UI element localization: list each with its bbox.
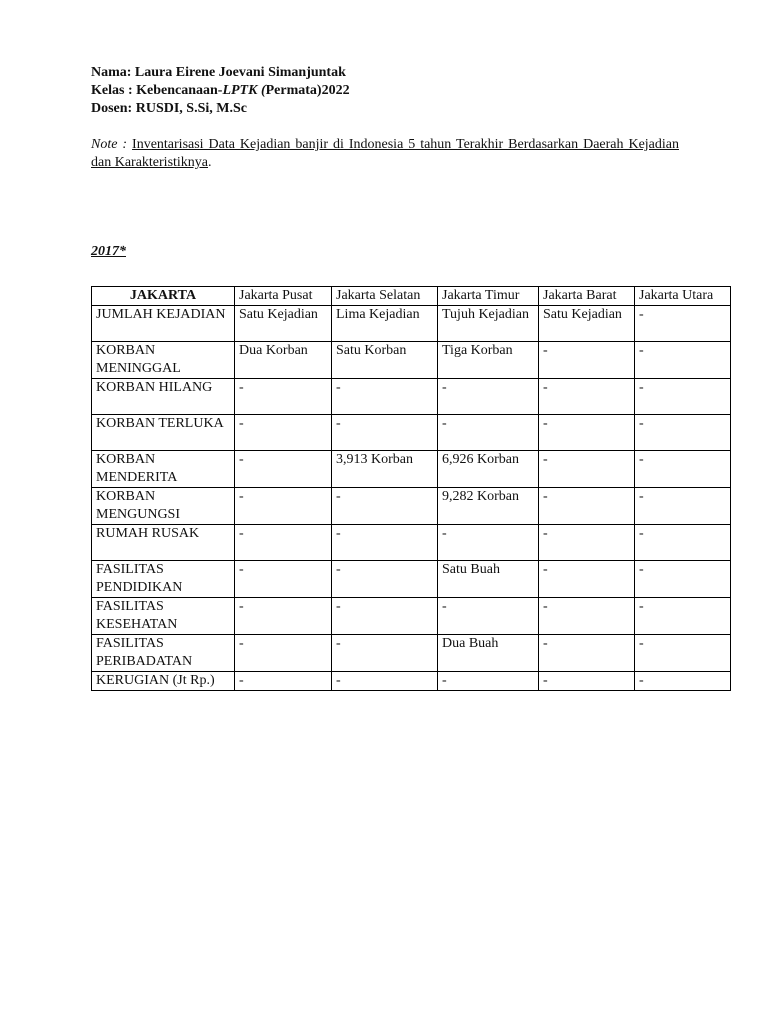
table-cell: - — [539, 598, 635, 635]
table-cell: - — [539, 415, 635, 451]
table-cell: - — [332, 488, 438, 525]
table-row — [92, 379, 731, 415]
table-cell: - — [635, 525, 731, 561]
table-row — [92, 598, 731, 635]
table-cell: - — [539, 672, 635, 691]
table-cell: Satu Buah — [438, 561, 539, 598]
table-row — [92, 561, 731, 598]
table-cell: - — [635, 635, 731, 672]
table-row — [92, 451, 731, 488]
table-cell: - — [438, 379, 539, 415]
table-cell: - — [635, 561, 731, 598]
note-trail: . — [208, 155, 212, 170]
note-text: Inventarisasi Data Kejadian banjir di Indonesia 5 tahun Terakhir Berdasarkan Daerah Kejadian dan Karakteristiknya — [91, 137, 679, 170]
class-line — [91, 82, 350, 100]
table-cell: - — [635, 672, 731, 691]
row-label: KORBAN HILANG — [92, 379, 235, 415]
table-cell: - — [438, 672, 539, 691]
table-cell: - — [332, 635, 438, 672]
table-cell: - — [332, 415, 438, 451]
table-row — [92, 415, 731, 451]
student-name: Nama: Laura Eirene Joevani Simanjuntak — [91, 65, 346, 80]
table-cell: - — [635, 379, 731, 415]
table-cell: - — [235, 598, 332, 635]
table-cell: - — [635, 488, 731, 525]
table-cell: Satu Korban — [332, 342, 438, 379]
table-cell: 3,913 Korban — [332, 451, 438, 488]
row-label: RUMAH RUSAK — [92, 525, 235, 561]
table-row — [92, 342, 731, 379]
flood-data-table — [91, 286, 731, 691]
row-label: KERUGIAN (Jt Rp.) — [92, 672, 235, 691]
table-row — [92, 525, 731, 561]
row-label: KORBAN TERLUKA — [92, 415, 235, 451]
table-cell: - — [539, 379, 635, 415]
table-cell: - — [539, 635, 635, 672]
table-cell: Lima Kejadian — [332, 306, 438, 342]
row-label: FASILITAS PERIBADATAN — [92, 635, 235, 672]
row-label: KORBAN MENDERITA — [92, 451, 235, 488]
table-cell: - — [235, 525, 332, 561]
table-cell: Tiga Korban — [438, 342, 539, 379]
table-cell: Satu Kejadian — [539, 306, 635, 342]
table-header-row — [92, 287, 731, 306]
table-cell: - — [235, 561, 332, 598]
table-cell: - — [235, 488, 332, 525]
table-cell: - — [635, 451, 731, 488]
table-cell: - — [438, 598, 539, 635]
table-cell: Dua Korban — [235, 342, 332, 379]
student-header — [91, 64, 350, 118]
row-label: KORBAN MENGUNGSI — [92, 488, 235, 525]
table-cell: - — [332, 672, 438, 691]
row-label: KORBAN MENINGGAL — [92, 342, 235, 379]
table-cell: Satu Kejadian — [235, 306, 332, 342]
row-label: FASILITAS PENDIDIKAN — [92, 561, 235, 598]
table-cell: - — [539, 488, 635, 525]
lecturer-line: Dosen: RUSDI, S.Si, M.Sc — [91, 101, 247, 116]
table-cell: - — [332, 598, 438, 635]
table-header-cell: Jakarta Barat — [539, 287, 635, 306]
table-cell: 6,926 Korban — [438, 451, 539, 488]
table-row — [92, 635, 731, 672]
table-cell: Dua Buah — [438, 635, 539, 672]
table-cell: - — [438, 415, 539, 451]
table-cell: - — [539, 561, 635, 598]
table-cell: - — [635, 415, 731, 451]
table-row — [92, 488, 731, 525]
table-row — [92, 306, 731, 342]
table-header-cell: Jakarta Selatan — [332, 287, 438, 306]
table-header-region: JAKARTA — [92, 287, 235, 306]
table-cell: - — [235, 635, 332, 672]
table-header-cell: Jakarta Pusat — [235, 287, 332, 306]
row-label: FASILITAS KESEHATAN — [92, 598, 235, 635]
table-cell: - — [235, 379, 332, 415]
table-cell: - — [635, 306, 731, 342]
note-paragraph — [91, 136, 679, 172]
table-row — [92, 672, 731, 691]
table-header-cell: Jakarta Utara — [635, 287, 731, 306]
table-cell: - — [635, 598, 731, 635]
table-cell: Tujuh Kejadian — [438, 306, 539, 342]
table-cell: - — [539, 451, 635, 488]
table-cell: - — [332, 561, 438, 598]
class-prefix: Kelas : Kebencanaan- — [91, 83, 223, 98]
table-cell: - — [332, 525, 438, 561]
year-heading: 2017* — [91, 244, 126, 259]
table-cell: - — [438, 525, 539, 561]
table-cell: - — [539, 342, 635, 379]
table-cell: - — [332, 379, 438, 415]
table-cell: - — [235, 451, 332, 488]
table-body — [92, 306, 731, 691]
table-cell: 9,282 Korban — [438, 488, 539, 525]
table-cell: - — [635, 342, 731, 379]
table-cell: - — [235, 672, 332, 691]
class-suffix: Permata)2022 — [265, 83, 350, 98]
table-cell: - — [539, 525, 635, 561]
class-italic: LPTK ( — [222, 83, 266, 98]
table-cell: - — [235, 415, 332, 451]
table-header-cell: Jakarta Timur — [438, 287, 539, 306]
note-label: Note : — [91, 137, 128, 152]
row-label: JUMLAH KEJADIAN — [92, 306, 235, 342]
